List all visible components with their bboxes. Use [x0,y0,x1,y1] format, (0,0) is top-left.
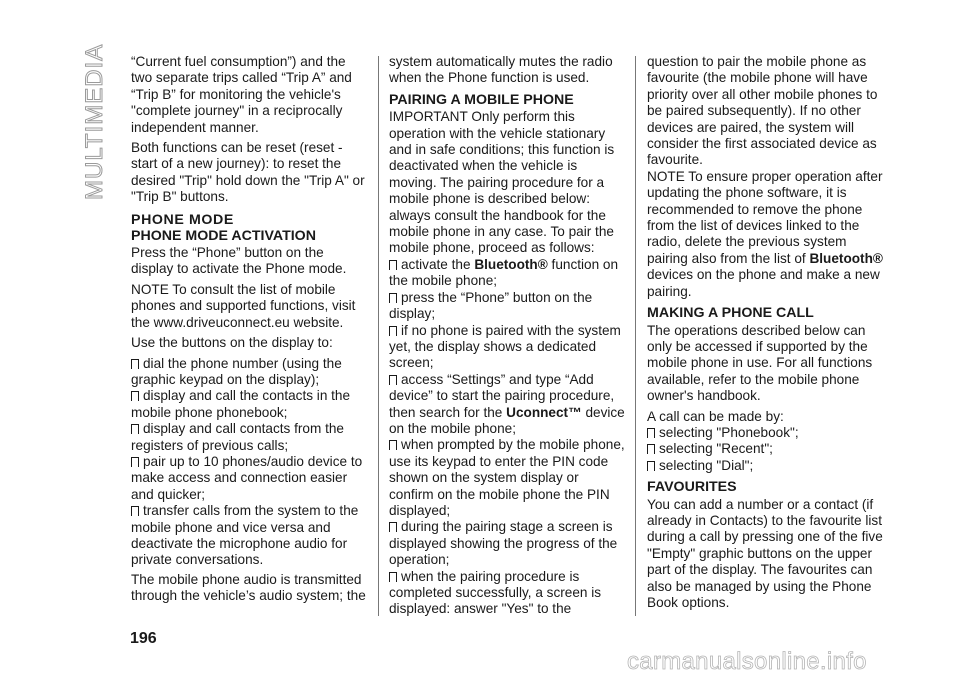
list-item [131,454,367,503]
paragraph: A call can be made by: [647,408,784,424]
bullet-icon [647,461,655,471]
bullet-icon [389,293,397,303]
list-item [647,458,883,474]
paragraph: “Current fuel consumption”) and the two separate trips called “Trip A” and “Trip B” for monitoring the vehicle's "complete journey" in a reciprocally independent manner. [131,54,352,135]
list-item [647,425,883,441]
bullet-icon [389,522,397,532]
list-item-text: device on the mobile phone; [389,404,625,436]
column-1 [131,54,367,605]
bullet-icon [131,506,139,516]
paragraph: Both functions can be reset (reset - start of a new journey): to reset the desired "Trip" hold down the "Trip A" or "Trip B" buttons. [131,140,365,205]
list-item [131,388,367,421]
list-item-text: function on the mobile phone; [389,256,619,289]
list-item-text: access “Settings” and type “Add device” to start the pairing procedure, then search for the [389,371,615,420]
list-item-text: if no phone is paired with the system yet, the display shows a dedicated screen; [389,322,621,371]
note: NOTE To consult the list of mobile phones and supported functions, visit the www.driveuconnect.eu website. [131,281,356,330]
list-item-text: selecting "Dial"; [659,457,754,473]
list-item-text: when prompted by the mobile phone, use its keypad to enter the PIN code shown on the system display or confirm on the mobile phone the PIN displayed; [389,437,625,518]
note-text: devices on the phone and make a new pairing. [647,267,880,299]
list-item-text: selecting "Recent"; [659,441,773,457]
heading-favourites: FAVOURITES [647,479,737,496]
bullet-icon [389,375,397,385]
list-item [389,323,625,372]
bullet-icon [647,444,655,454]
bullet-icon [389,260,397,270]
list-item [389,290,625,323]
bullet-icon [389,572,397,582]
heading-phone-mode: PHONE MODE [131,211,234,228]
heading-phone-mode-activation: PHONE MODE ACTIVATION [131,227,316,244]
list-item [131,503,367,569]
heading-making-call: MAKING A PHONE CALL [647,305,814,322]
bullet-icon [389,326,397,336]
list-item-text: dial the phone number (using the graphic keypad on the display); [131,355,342,387]
bullet-list [647,425,883,474]
paragraph: Press the “Phone” button on the display to activate the Phone mode. [131,245,347,277]
bullet-icon [389,440,397,450]
list-item-text: display and call the contacts in the mobile phone phonebook; [131,388,351,420]
paragraph: Use the buttons on the display to: [131,335,333,351]
column-divider [635,56,636,616]
note-text: NOTE To ensure proper operation after updating the phone software, it is recommended to remove the phone from the list of devices linked to the radio, delete the previous system pairing also from the list of [647,168,883,266]
bullet-list [131,356,367,569]
column-3 [647,54,883,611]
bluetooth-label: Bluetooth® [809,250,883,266]
list-item-text: display and call contacts from the registers of previous calls; [131,421,344,453]
paragraph: IMPORTANT Only perform this operation with the vehicle stationary and in safe conditions; this function is deactivated when the vehicle is moving. The pairing procedure for a mobile phone is described below: always consult the handbook for the mobile phone in any case. To pair the mobile phone, proceed as follows: [389,109,615,256]
paragraph: question to pair the mobile phone as favourite (the mobile phone will have priority over all other mobile phones to be paired subsequently). If no other devices are paired, the system will consider the first associated device as favourite. [647,54,878,168]
list-item [389,437,625,519]
list-item-text: pair up to 10 phones/audio device to make access and connection easier and quicker; [131,453,363,502]
column-2 [389,54,625,621]
uconnect-label: Uconnect™ [506,404,582,420]
bullet-icon [647,428,655,438]
column-divider [378,56,379,616]
paragraph: The mobile phone audio is transmitted through the vehicle’s audio system; the [131,571,366,604]
bullet-icon [131,359,139,369]
bullet-icon [131,457,139,467]
heading-pairing: PAIRING A MOBILE PHONE [389,91,574,108]
page-number: 196 [130,630,157,647]
paragraph: system automatically mutes the radio when the Phone function is used. [389,54,613,86]
note [647,169,883,300]
list-item-text: activate the [401,256,475,272]
bullet-icon [131,424,139,434]
list-item [389,257,625,290]
list-item [647,441,883,457]
list-item-text: during the pairing stage a screen is displayed showing the progress of the operation; [389,519,618,568]
paragraph: You can add a number or a contact (if already in Contacts) to the favourite list during a call by pressing one of the five "Empty" graphic buttons on the upper part of the display. The favourites can also be managed by using the Phone Book options. [647,496,883,610]
watermark: carmanualsonline.info [627,648,867,675]
list-item-text: when the pairing procedure is completed successfully, a screen is displayed: answer "Yes" to the [389,568,602,617]
list-item-text: selecting "Phonebook"; [659,424,799,440]
paragraph: The operations described below can only be accessed if supported by the mobile phone in use. For all functions available, refer to the mobile phone owner's handbook. [647,322,873,404]
section-title: MULTIMEDIA [81,43,108,200]
bluetooth-label: Bluetooth® [474,256,548,272]
list-item [131,356,367,389]
list-item-text: press the “Phone” button on the display; [389,289,593,322]
list-item-text: transfer calls from the system to the mobile phone and vice versa and deactivate the microphone audio for private conversations. [131,503,359,568]
list-item [389,519,625,568]
list-item [389,569,625,618]
bullet-icon [131,391,139,401]
list-item [389,372,625,438]
list-item [131,421,367,454]
bullet-list [389,257,625,618]
